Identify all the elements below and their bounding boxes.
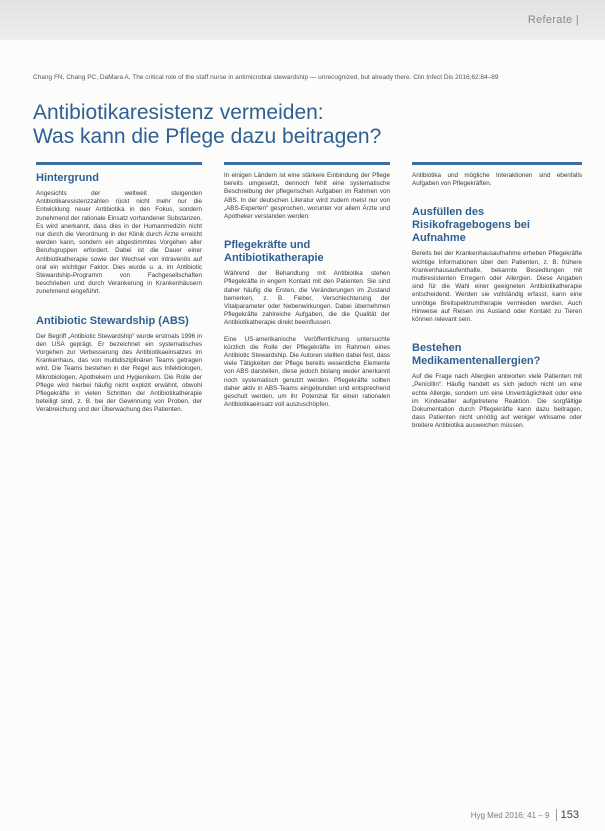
heading-hintergrund: Hintergrund xyxy=(36,172,99,184)
header-bar xyxy=(0,0,605,40)
heading-medikamentenallergien: Bestehen Medikamentenallergien? xyxy=(412,342,541,368)
title-line-1: Antibiotikaresistenz vermeiden: xyxy=(33,101,324,124)
paragraph: Antibiotika und mögliche Interaktionen sind ebenfalls Aufgaben von Pflegekräften. xyxy=(412,172,582,188)
heading-pflegekraefte: Pflegekräfte und Antibiotikatherapie xyxy=(224,239,324,265)
article-title xyxy=(33,101,578,149)
paragraph: Während der Behandlung mit Antibiotika stehen Pflegekräfte in engem Kontakt mit den Patienten. Sie sind daher häufig die Ersten, die Veränderungen im Zustand bemerken, z. B. Fieber, Verschlechterung der Vitalparameter oder Nebenwirkungen. Dabei übernehmen Pflegekräfte zahlreiche Aufgaben, die die Qualität der Antibiotikatherapie direkt beeinflussen. xyxy=(224,270,390,327)
section-tag: Referate | xyxy=(527,14,579,26)
citation: Chang FN, Chang PC, DaMara A. The critical role of the staff nurse in antimicrobial stewardship — unrecognized, but already there. Clin Infect Dis 2016;62:84–89 xyxy=(33,74,499,81)
column-3 xyxy=(412,172,582,439)
column-rule-2 xyxy=(224,162,390,165)
paragraph: Bereits bei der Krankenhausaufnahme erheben Pflegekräfte wichtige Informationen über den Patienten, z. B. frühere Krankenhausaufenthalte, bekannte Besiedlungen mit multiresistenten Erregern oder Allergien. Diese Angaben sind für die Wahl einer geeigneten Antibiotikatherapie entscheidend. Werden sie vollständig erfasst, kann eine unnötige Breitspektrumtherapie vermieden werden. Auch Hinweise auf Reisen ins Ausland oder Kontakt zu Tieren können relevant sein. xyxy=(412,250,582,324)
heading-antibiotic-stewardship: Antibiotic Stewardship (ABS) xyxy=(36,314,189,327)
paragraph: Auf die Frage nach Allergien antworten viele Patienten mit „Penicillin“. Häufig handelt es sich jedoch nicht um eine echte Allergie, sondern um eine Unverträglichkeit oder eine im Kindesalter aufgetretene Reaktion. Die sorgfältige Dokumentation durch Pflegekräfte kann dazu beitragen, dass Patienten nicht unnötig auf weniger wirksame oder breitere Antibiotika ausweichen müssen. xyxy=(412,373,582,430)
paragraph: In einigen Ländern ist eine stärkere Einbindung der Pflege bereits umgesetzt, dennoch fehlt eine systematische Beschreibung der pflegerischen Aufgaben im Rahmen von ABS. In der deutschen Literatur wird zudem meist nur von „ABS-Experten“ gesprochen, worunter vor allem Ärzte und Apotheker verstanden werden. xyxy=(224,172,390,221)
column-rule-3 xyxy=(412,162,582,165)
column-1 xyxy=(36,172,202,423)
title-line-2: Was kann die Pflege dazu beitragen? xyxy=(33,125,382,148)
paragraph: Der Begriff „Antibiotic Stewardship“ wurde erstmals 1996 in den USA geprägt. Er bezeichnet ein systematisches Vorgehen zur Verbesserung des Antibiotikaeinsatzes im Krankenhaus, das von multidisziplinären Teams getragen wird. Die Teams bestehen in der Regel aus Infektiologen, Mikrobiologen, Apothekern und Hygienikern. Die Rolle der Pflege wird hierbei häufig nicht explizit erwähnt, obwohl Pflegekräfte in vielen Schritten der Antibiotikatherapie beteiligt sind, z. B. bei der Gewinnung von Proben, der Verabreichung und der Überwachung des Patienten. xyxy=(36,332,202,414)
paragraph: Eine US-amerikanische Veröffentlichung untersuchte kürzlich die Rolle der Pflegekräfte im Rahmen eines Antibiotic Stewardship. Die Autoren stellten dabei fest, dass viele Tätigkeiten der Pflege bereits wesentliche Elemente von ABS darstellen, diese jedoch bislang weder anerkannt noch systematisch genutzt werden. Pflegekräfte sollten daher aktiv in ABS-Teams eingebunden und entsprechend geschult werden, um ihr Potenzial für einen rationalen Antibiotikaeinsatz voll auszuschöpfen. xyxy=(224,335,390,409)
heading-risikofragebogen: Ausfüllen des Risikofragebogens bei Aufnahme xyxy=(412,206,530,245)
column-2 xyxy=(224,172,390,417)
column-rule-1 xyxy=(36,162,202,165)
journal-reference: Hyg Med 2016; 41 – 9 xyxy=(470,811,550,820)
page-footer xyxy=(471,809,579,821)
paragraph: Angesichts der weltweit steigenden Antibiotikaresistenzzahlen rückt nicht mehr nur die Entwicklung neuer Antibiotika in den Fokus, sondern zunehmend der rationale Einsatz vorhandener Substanzen. Es wird anerkannt, dass dies in der Humanmedizin nicht nur durch die Verordnung in der Klinik durch Ärzte erreicht werden kann, sondern ein abgestimmtes Vorgehen aller Berufsgruppen erfordert. Dabei ist die Dauer einer Antibiotikatherapie sowie der Wechsel von intravenös auf oral ein wichtiger Faktor. Dies wurde u. a. im Antibiotic Stewardship-Programm von Fachgesellschaften beschrieben und durch Verankerung in Krankenhäusern zunehmend eingeführt. xyxy=(36,190,202,296)
page-number: 153 xyxy=(556,809,579,821)
